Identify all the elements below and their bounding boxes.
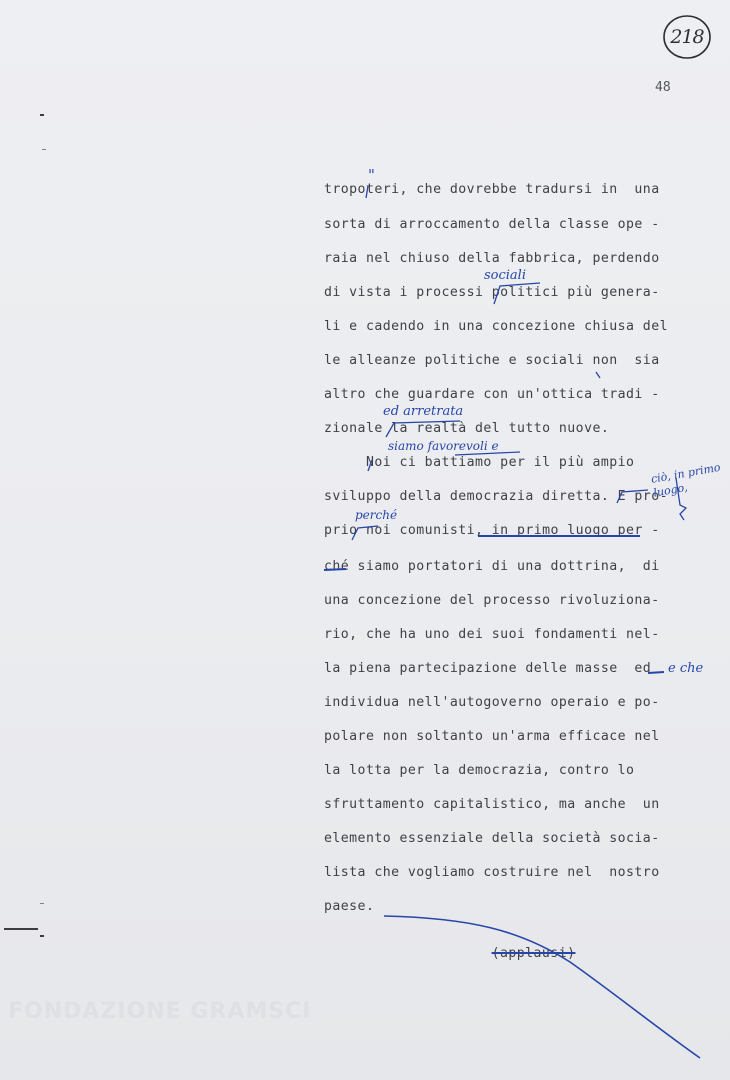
handwritten-insertion-sociali: sociali (484, 268, 527, 283)
text-line: paese. (324, 899, 375, 914)
page-number: 48 (655, 80, 671, 95)
handwritten-quote-mark: " (368, 166, 375, 184)
text-line: rio, che ha uno dei suoi fondamenti nel- (324, 627, 660, 642)
text-line: li e cadendo in una concezione chiusa del (324, 319, 668, 334)
text-line: una concezione del processo rivoluziona- (324, 593, 660, 608)
text-line: la piena partecipazione delle masse ed (324, 661, 652, 676)
text-line: sorta di arroccamento della classe ope - (324, 217, 660, 232)
archive-number: 218 (670, 26, 704, 48)
text-line: prio noi comunisti, in primo luogo per - (324, 523, 660, 538)
text-line: le alleanze politiche e sociali non sia (324, 353, 660, 368)
handwritten-insertion-perche: perché (355, 508, 398, 522)
text-line: di vista i processi politici più genera- (324, 285, 660, 300)
text-line: la lotta per la democrazia, contro lo (324, 763, 635, 778)
text-line: Noi ci battiamo per il più ampio (324, 455, 635, 470)
text-line: tropoteri, che dovrebbe tradursi in una (324, 182, 660, 197)
handwritten-insertion-e-che: e che (668, 661, 704, 676)
applause-text: (applausi) (491, 946, 576, 961)
handwritten-insertion-siamo-favorevoli: siamo favorevoli e (388, 439, 499, 453)
text-line: lista che vogliamo costruire nel nostro (324, 865, 660, 880)
text-line: altro che guardare con un'ottica tradi - (324, 387, 660, 402)
text-line: sfruttamento capitalistico, ma anche un (324, 797, 660, 812)
handwritten-insertion-ed-arretrata: ed arretrata (383, 404, 464, 419)
handwritten-insertion-cio-in-primo-luogo: ciò, in primo luogo, (650, 460, 722, 500)
text-line: sviluppo della democrazia diretta. E pro- (324, 489, 668, 504)
text-line: polare non soltanto un'arma efficace nel (324, 729, 660, 744)
watermark: FONDAZIONE GRAMSCI (8, 999, 312, 1024)
text-line: elemento essenziale della società socia- (324, 831, 660, 846)
text-line: individua nell'autogoverno operaio e po- (324, 695, 660, 710)
text-line: zionale la realtà del tutto nuove. (324, 421, 610, 436)
text-line: raia nel chiuso della fabbrica, perdendo (324, 251, 660, 266)
text-line: ché siamo portatori di una dottrina, di (324, 559, 660, 574)
